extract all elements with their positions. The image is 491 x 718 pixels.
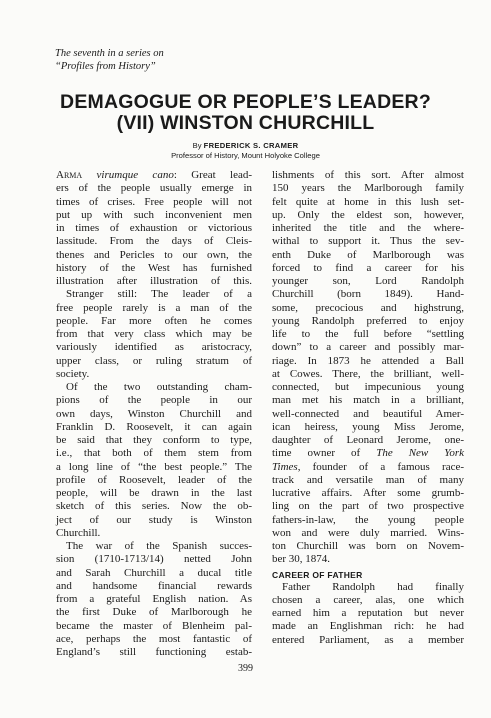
text-line: enth Duke of Marlborough was — [272, 248, 464, 261]
series-note-line: The seventh in a series on — [55, 48, 164, 59]
text-line — [272, 447, 464, 460]
text-line: the first Duke of Marlborough he — [56, 606, 252, 619]
text-line: England’s still functioning estab- — [56, 646, 252, 658]
text-line: in times of exhaustion or victorious — [56, 222, 252, 234]
text-line: ton Churchill was born on Novem- — [272, 540, 464, 552]
text-line: withal to support it. Thus the sev- — [272, 235, 464, 248]
byline — [0, 141, 491, 161]
series-note — [55, 48, 164, 73]
text-line: illustration after illustration of this. — [56, 275, 252, 287]
text-line: some, precocious and highstrung, — [272, 301, 464, 314]
text-line: ers of the people usually emerge in — [56, 182, 252, 195]
text-line: history of the West has furnished — [56, 261, 252, 274]
text-line: Churchill. — [56, 526, 101, 539]
text-line: Of the two outstanding cham- — [66, 381, 252, 393]
page-number: 399 — [238, 663, 253, 674]
article-title: DEMAGOGUE OR PEOPLE’S LEADER? — [60, 91, 431, 113]
article-subtitle: (VII) WINSTON CHURCHILL — [116, 112, 375, 134]
text-line: well-connected and beautiful Amer- — [272, 407, 464, 420]
text-line: up. Only the eldest son, however, — [272, 208, 464, 221]
text-line: sketch of this series. Now the ob- — [56, 500, 252, 513]
text-line — [272, 461, 464, 474]
text-line: a long line of “the best people.” The — [56, 460, 252, 473]
text-line: became the master of Blenheim pal- — [56, 619, 252, 632]
text-line: people. Far more often he comes — [56, 314, 252, 327]
opening-small-caps: Arma — [56, 169, 83, 181]
text-line: ber 30, 1874. — [272, 553, 331, 566]
text-line: The war of the Spanish succes- — [66, 540, 252, 552]
text-line: ling on the part of two prospective — [272, 500, 464, 513]
text-line: ject of our study is Winston — [56, 513, 252, 526]
text-line: people, will be drawn in the last — [56, 487, 252, 499]
text-line: and Sarah Churchill a ducal title — [56, 566, 252, 579]
section-subhead: CAREER OF FATHER — [272, 569, 363, 580]
text-line: be said that they conform to type, — [56, 434, 252, 446]
text-line: man met his match in a brilliant, — [272, 394, 464, 407]
text-line: profile of Roosevelt, leader of the — [56, 473, 252, 486]
text-line: pions of the people in our — [56, 394, 252, 407]
text-line: Franklin D. Roosevelt, it can again — [56, 420, 252, 433]
text-line: riage. In 1873 he attended a Ball — [272, 354, 464, 367]
text-line: entered Parliament, as a member — [272, 633, 464, 646]
text-line: times of crises. Free people will not — [56, 195, 252, 208]
text-fragment: , founder of a famous race- — [297, 460, 464, 473]
text-line: won and were duly married. Wins- — [272, 526, 464, 539]
text-line: felt quite at home in this lush set- — [272, 195, 464, 208]
text-line: sion (1710-1713/14) netted John — [56, 553, 252, 566]
text-line: connected, but impecunious young — [272, 381, 464, 393]
text-line: variously identified as aristocracy, — [56, 341, 252, 354]
text-line: Stranger still: The leader of a — [66, 288, 252, 301]
text-line: life to the full before “settling — [272, 328, 464, 340]
text-line: ican heiress, young Miss Jerome, — [272, 420, 464, 433]
author-name: FREDERICK S. CRAMER — [203, 141, 299, 150]
text-line: free people rarely is a man of the — [56, 301, 252, 314]
text-line: lucrative affairs. After some grumb- — [272, 487, 464, 499]
text-fragment: : Great lead- — [173, 169, 253, 181]
text-line: daughter of Leonard Jerome, one- — [272, 434, 464, 446]
text-line: track and versatile man of many — [272, 473, 464, 486]
text-line: 150 years the Marlborough family — [272, 182, 464, 195]
text-line: from a grateful English nation. As — [56, 593, 252, 605]
text-line: ace, perhaps the most fantastic of — [56, 632, 252, 645]
text-line: Churchill (born 1849). Hand- — [272, 288, 464, 301]
author-affiliation: Professor of History, Mount Holyoke College — [171, 151, 320, 160]
text-line: upper class, or ruling stratum of — [56, 354, 252, 367]
newspaper-title: The New York — [376, 447, 465, 460]
text-line: lassitude. From the days of Cleis- — [56, 235, 252, 248]
text-line: at Cowes. There, the brilliant, well- — [272, 367, 464, 380]
series-note-line: “Profiles from History” — [55, 60, 156, 72]
text-line: society. — [56, 367, 90, 380]
text-line: young Randolph preferred to enjoy — [272, 314, 464, 327]
left-column — [56, 169, 252, 659]
text-line: inherited the title and the where- — [272, 222, 464, 234]
text-line: fathers-in-law, the young people — [272, 513, 464, 526]
text-line: from that very class which may be — [56, 328, 252, 340]
text-line: and handsome financial rewards — [56, 579, 252, 592]
opening-italic: virumque cano — [96, 169, 174, 181]
text-line: made an Englishman rich: he had — [272, 620, 464, 633]
byline-by: By — [192, 141, 202, 150]
text-line: put up with such inconvenient men — [56, 208, 252, 221]
text-line: forced to find a career for his — [272, 261, 464, 274]
text-line: younger son, Lord Randolph — [272, 275, 464, 287]
text-line: own days, Winston Churchill and — [56, 407, 252, 420]
text-line: thenes and Pericles to our own, the — [56, 248, 252, 261]
text-line: lishments of this sort. After almost — [272, 169, 464, 181]
text-fragment: time owner of — [272, 447, 361, 460]
text-line: down” to a career and possibly mar- — [272, 341, 464, 354]
text-line: i.e., that both of them stem from — [56, 447, 252, 460]
text-line: chosen a career, alas, one which — [272, 593, 464, 606]
text-line: earned him a reputation but never — [272, 607, 464, 619]
newspaper-title: Times — [272, 460, 298, 473]
text-line: Father Randolph had finally — [282, 580, 464, 593]
text-line — [56, 169, 252, 182]
right-column — [272, 169, 464, 647]
